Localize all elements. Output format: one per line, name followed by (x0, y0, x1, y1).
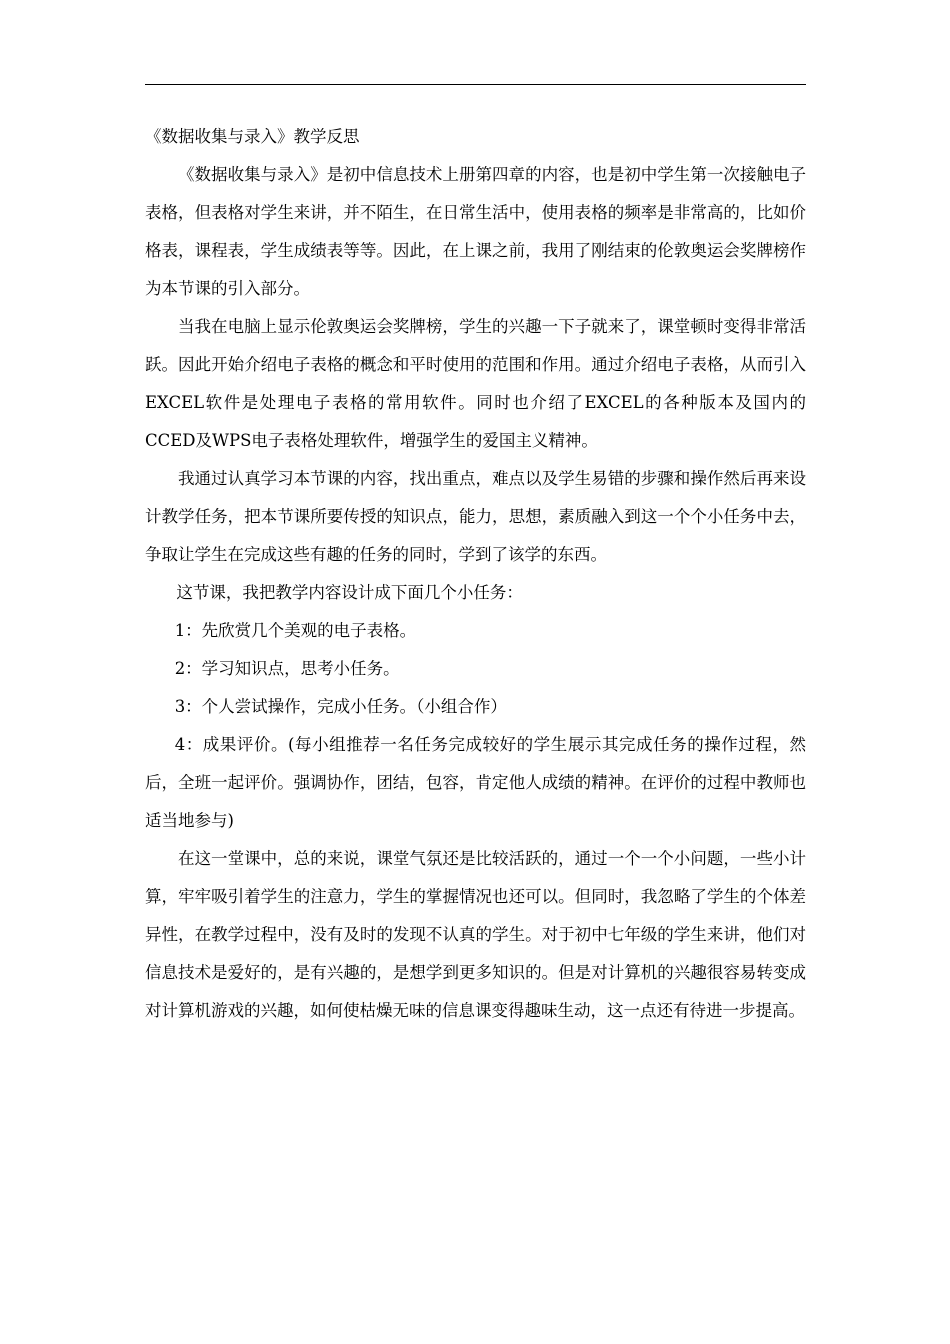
document-title: 《数据收集与录入》教学反思 (145, 127, 360, 146)
task-item-1: 1：先欣赏几个美观的电子表格。 (174, 621, 417, 640)
task-item-3: 3：个人尝试操作，完成小任务。（小组合作） (174, 697, 507, 716)
paragraph-task-intro: 这节课，我把教学内容设计成下面几个小任务： (176, 583, 523, 602)
task-item-4: 4：成果评价。(每小组推荐一名任务完成较好的学生展示其完成任务的操作过程，然后，全班一起评价。强调协作，团结，包容，肯定他人成绩的精神。在评价的过程中教师也适当地参与) (145, 735, 806, 830)
paragraph-conclusion: 在这一堂课中，总的来说，课堂气氛还是比较活跃的，通过一个一个小问题，一些小计算，牢牢吸引着学生的注意力，学生的掌握情况也还可以。但同时，我忽略了学生的个体差异性，在教学过程中，没有及时的发现不认真的学生。对于初中七年级的学生来讲，他们对信息技术是爱好的，是有兴趣的，是想学到更多知识的。但是对计算机的兴趣很容易转变成对计算机游戏的兴趣，如何使枯燥无味的信息课变得趣味生动，这一点还有待进一步提高。 (145, 849, 806, 1020)
paragraph-intro: 《数据收集与录入》是初中信息技术上册第四章的内容，也是初中学生第一次接触电子表格，但表格对学生来讲，并不陌生，在日常生活中，使用表格的频率是非常高的，比如价格表，课程表，学生成绩表等等。因此，在上课之前，我用了刚结束的伦敦奥运会奖牌榜作为本节课的引入部分。 (145, 165, 806, 298)
paragraph-design: 我通过认真学习本节课的内容，找出重点，难点以及学生易错的步骤和操作然后再来设计教学任务，把本节课所要传授的知识点，能力，思想，素质融入到这一个个小任务中去，争取让学生在完成这些有趣的任务的同时，学到了该学的东西。 (145, 469, 806, 564)
task-item-2: 2：学习知识点，思考小任务。 (174, 659, 400, 678)
header-rule (145, 84, 806, 85)
paragraph-olympics: 当我在电脑上显示伦敦奥运会奖牌榜，学生的兴趣一下子就来了，课堂顿时变得非常活跃。因此开始介绍电子表格的概念和平时使用的范围和作用。通过介绍电子表格，从而引入EXCEL软件是处理电子表格的常用软件。同时也介绍了EXCEL的各种版本及国内的CCED及WPS电子表格处理软件，增强学生的爱国主义精神。 (145, 317, 806, 450)
document-body (145, 118, 806, 1030)
